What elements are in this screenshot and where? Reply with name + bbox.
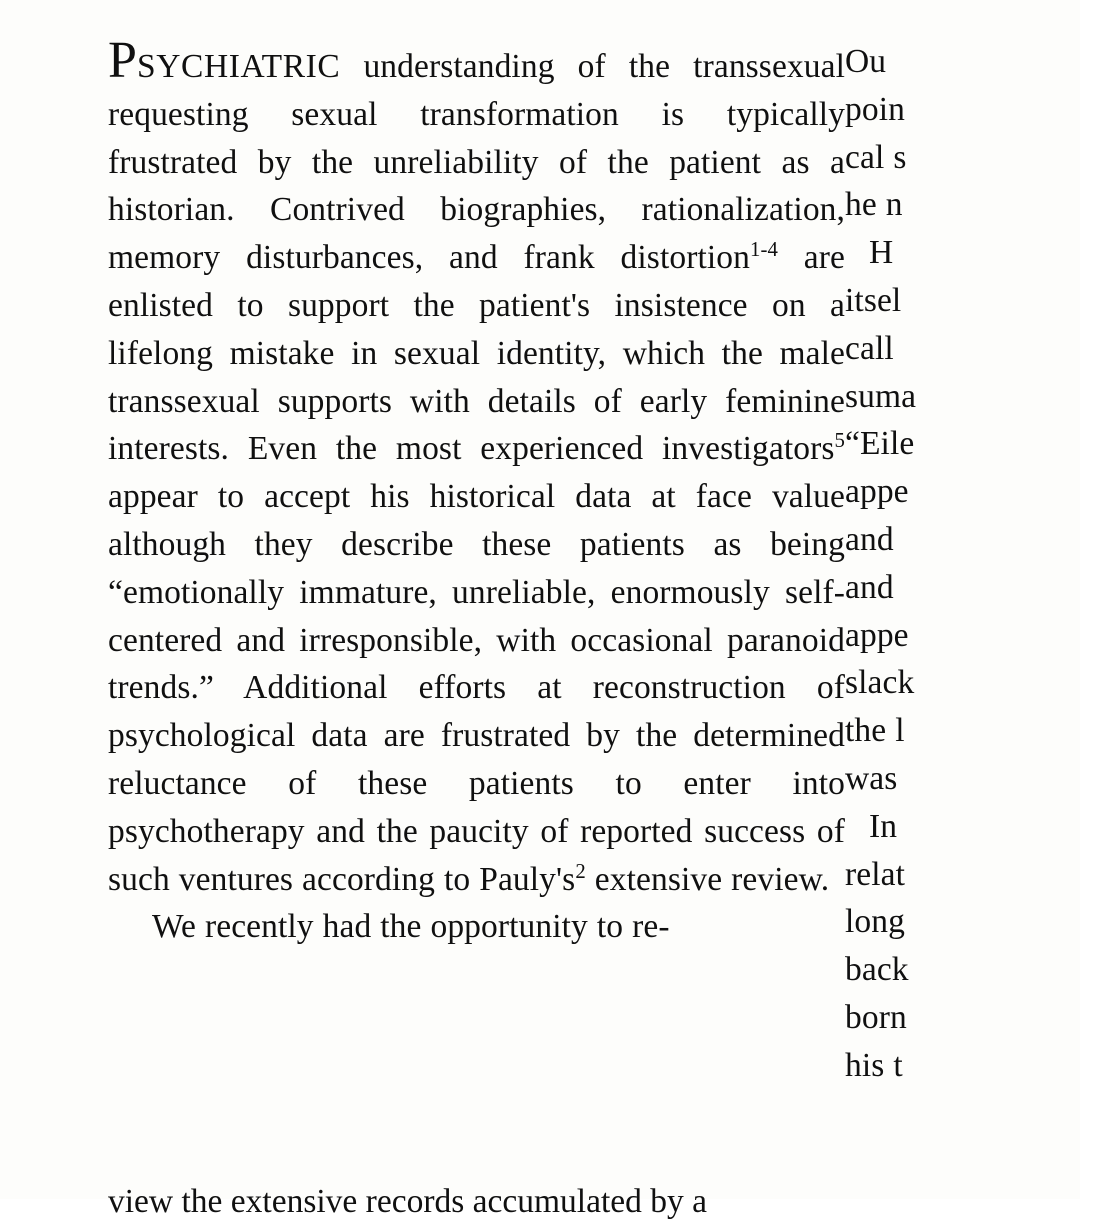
right-line-18: relat	[845, 855, 906, 893]
right-line-1: Ou	[845, 43, 887, 80]
right-line-7: call	[845, 329, 894, 367]
right-line-11: and	[845, 520, 894, 558]
reference-marker-3: 2	[575, 859, 586, 883]
paragraph-2: We recently had the opportunity to re-	[152, 908, 670, 946]
right-line-8: suma	[845, 377, 917, 415]
paragraph-1-text-part-4: extensive review.	[585, 860, 830, 898]
left-text-column	[0, 32, 845, 951]
opening-small-caps: SYCHIATRIC	[137, 48, 341, 85]
right-line-2: poin	[845, 90, 905, 128]
right-line-9: “Eile	[845, 425, 915, 463]
two-column-body	[0, 32, 1080, 1090]
right-line-21: born	[845, 998, 907, 1036]
right-line-4: he n	[845, 186, 903, 224]
paragraph-1-text-part-1: understanding of the transsexual requesting sexual transformation is typically frustrated by the unreliability of the patient as a historian. Contrived biographies, rationalization, memory disturbances, and frank distortion	[108, 48, 845, 277]
right-line-6: itsel	[845, 281, 902, 319]
paragraph-1-text-part-2: are enlisted to support the patient's insistence on a lifelong mistake in sexual identity, which the male transsexual supports with details of early feminine interests. Even the most experienced investigators	[108, 239, 845, 468]
right-line-12: and	[845, 568, 894, 606]
reference-marker-1: 1-4	[749, 238, 778, 262]
right-line-13: appe	[845, 616, 909, 654]
right-line-5: H	[869, 234, 894, 272]
right-line-15: the l	[845, 712, 905, 750]
right-line-20: back	[845, 951, 909, 989]
right-line-3: cal s	[845, 138, 907, 176]
reference-marker-2: 5	[834, 429, 845, 453]
right-text-column-clipped	[845, 38, 1080, 1090]
right-line-14: slack	[845, 664, 915, 702]
right-column-fragments	[845, 38, 1105, 1090]
right-line-16: was	[845, 759, 898, 797]
drop-cap: P	[108, 32, 138, 89]
right-line-10: appe	[845, 473, 909, 511]
paragraph-1-text-part-3: appear to accept his historical data at face value although they describe these patients as being “emotionally immature, unreliable, enormously self-centered and irresponsible, with occasional paranoid trends.” Additional efforts at reconstruction of psychological data are frustrated by the determined reluctance of these patients to enter into psychotherapy and the paucity of reported success of such ventures according to Pauly's	[108, 478, 845, 898]
right-line-17: In	[869, 807, 898, 845]
right-line-19: long	[845, 903, 905, 941]
right-line-22: his t	[845, 1046, 903, 1084]
paragraph-opening	[108, 32, 845, 903]
cut-off-bottom-line: view the extensive records accumulated by a	[108, 1183, 708, 1220]
